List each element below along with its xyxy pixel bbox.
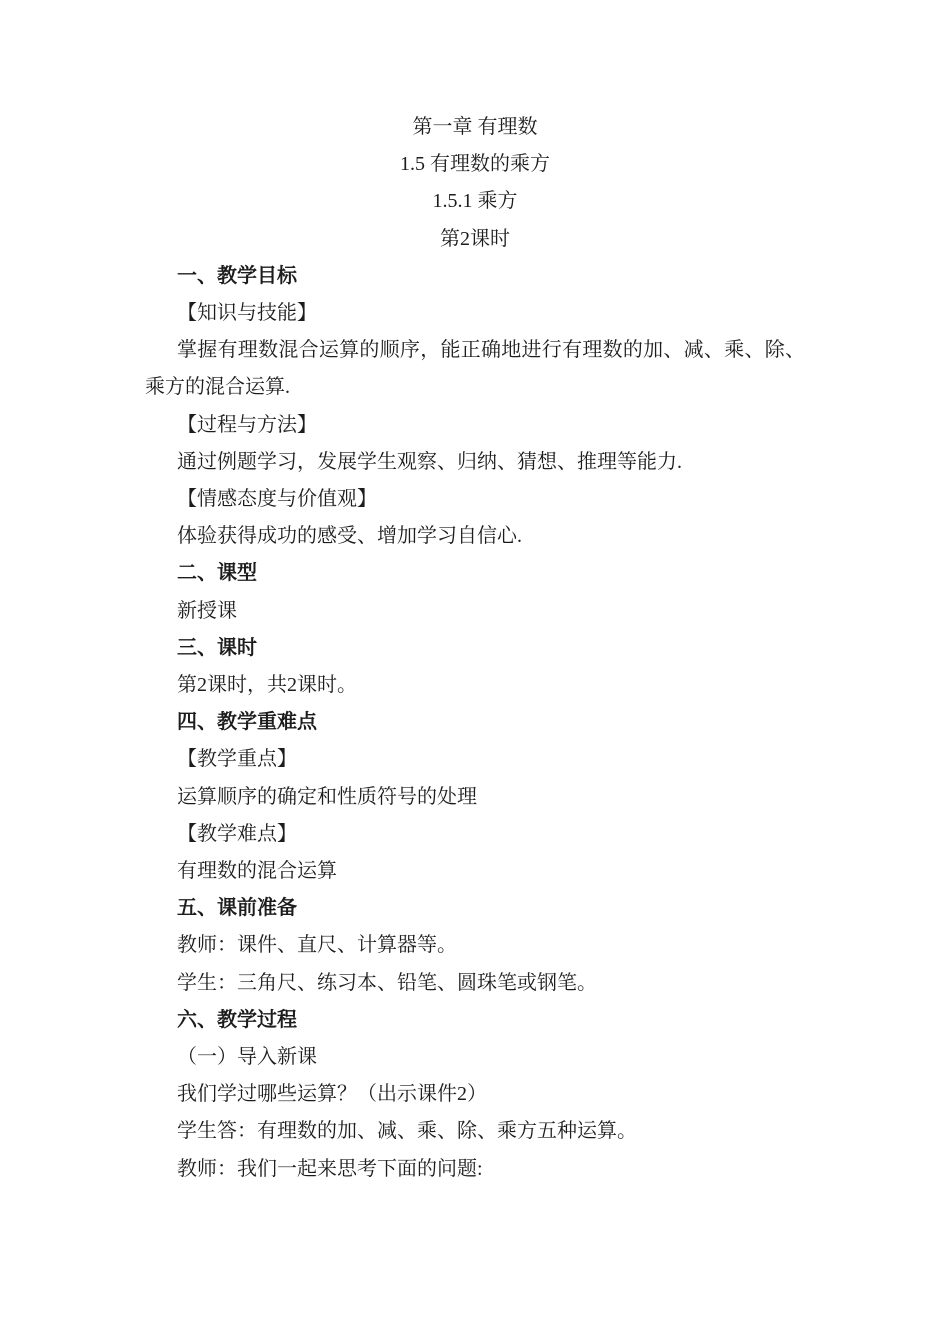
section-heading-lesson-type: 二、课型: [177, 562, 257, 585]
paragraph-teacher-question: 我们学过哪些运算？（出示课件2）: [177, 1083, 487, 1106]
document-title-block: [145, 109, 805, 258]
paragraph-knowledge-skills: 掌握有理数混合运算的顺序，能正确地进行有理数的加、减、乘、除、乘方的混合运算.: [145, 339, 805, 399]
paragraph-teacher-preparation: 教师：课件、直尺、计算器等。: [177, 934, 457, 957]
label-knowledge-skills: 【知识与技能】: [177, 302, 317, 325]
document-body: [145, 258, 805, 1188]
section-heading-objectives: 一、教学目标: [177, 264, 297, 287]
section-heading-teaching-process: 六、教学过程: [177, 1008, 297, 1031]
paragraph-teaching-key-point: 运算顺序的确定和性质符号的处理: [177, 785, 477, 808]
section-heading-preparation: 五、课前准备: [177, 897, 297, 920]
label-teaching-key-point: 【教学重点】: [177, 748, 297, 771]
section-heading-key-difficult-points: 四、教学重难点: [177, 711, 317, 734]
title-period: 第2课时: [440, 227, 510, 250]
section-heading-class-periods: 三、课时: [177, 636, 257, 659]
title-subsection: 1.5.1 乘方: [432, 190, 518, 213]
paragraph-process-methods: 通过例题学习，发展学生观察、归纳、猜想、推理等能力.: [177, 450, 682, 473]
paragraph-lesson-type: 新授课: [177, 599, 237, 622]
paragraph-emotion-values: 体验获得成功的感受、增加学习自信心.: [177, 525, 522, 548]
title-section: 1.5 有理数的乘方: [400, 153, 550, 176]
title-chapter: 第一章 有理数: [412, 116, 538, 138]
label-teaching-difficulty: 【教学难点】: [177, 822, 297, 845]
paragraph-student-answer: 学生答：有理数的加、减、乘、除、乘方五种运算。: [177, 1120, 637, 1143]
paragraph-class-periods: 第2课时，共2课时。: [177, 674, 357, 697]
paragraph-teacher-prompt: 教师：我们一起来思考下面的问题:: [177, 1157, 483, 1180]
paragraph-lesson-introduction: （一）导入新课: [177, 1046, 317, 1069]
label-emotion-values: 【情感态度与价值观】: [177, 488, 377, 511]
paragraph-student-preparation: 学生：三角尺、练习本、铅笔、圆珠笔或钢笔。: [177, 971, 597, 994]
label-process-methods: 【过程与方法】: [177, 413, 317, 436]
paragraph-teaching-difficulty: 有理数的混合运算: [177, 860, 337, 883]
